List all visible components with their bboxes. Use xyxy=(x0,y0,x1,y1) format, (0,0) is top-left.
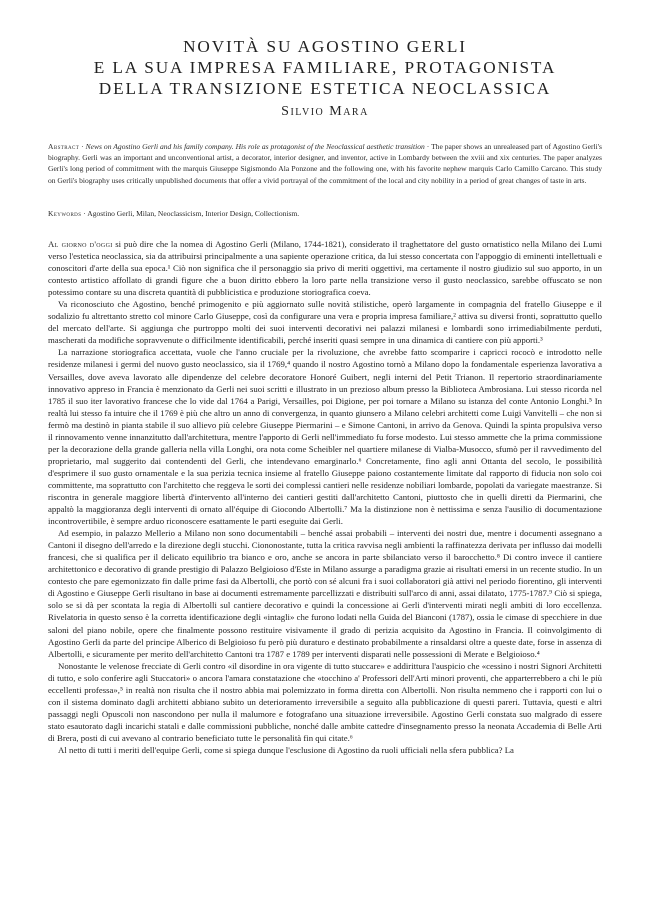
keywords-text: Agostino Gerli, Milan, Neoclassicism, Interior Design, Collectionism. xyxy=(87,209,300,218)
body-paragraph-3: La narrazione storiografica accettata, vuole che l'anno cruciale per la rivoluzione, che avrebbe fatto scomparire i capricci rococò e introdotto nelle residenze milanesi i germi del nuovo gusto neoclassico, sia il 1769,⁴ quando il nostro Agostino tornò a Milano dopo la fondamentale esperienza lavorativa a Versailles, dove aveva lavorato alle dipendenze del celebre decoratore Honoré Guibert, negli interni del Petit Trianon. Il repertorio straordinariamente innovativo appreso in Francia è menzionato da Gerli nei suoi scritti e illustrato in un prezioso album presso la Biblioteca Ambrosiana. Lui stesso ricorda nel 1785 il suo iter lavorativo francese che lo vide dal 1764 a Parigi, Versailles, poi Digione, per poi tornare a Milano su istanza del conte Antonio Longhi.⁵ In realtà lui stesso fa intuire che il 1769 è più che altro un anno di convergenza, in quanto giunsero a Milano celebri architetti come Luigi Vanvitelli – che non si fermò ma destinò in pianta stabile il suo allievo più celebre Giuseppe Piermarini – e Simone Cantoni, in arrivo da Genova. Quindi la spinta propulsiva verso il rinnovamento venne innanzitutto dall'architettura, mentre l'apporto di Gerli nell'immediato fu forse modesto. Lui stesso ammette che la prima commissione per la decorazione della grande galleria nella villa Longhi, ora nota come Scheibler nel quartiere milanese di Vialba-Musocco, sfumò per il ravvedimento del proprietario, mal suggerito dai contendenti del Gerli, che intendevano emarginarlo.⁶ Concretamente, fino agli anni Ottanta del secolo, le possibilità d'esprimere il suo gusto ornamentale e la sua perizia tecnica insieme al fratello Giuseppe paiono costantemente limitate dal rapporto di fiducia non solo coi committente, ma soprattutto con l'architetto che reggeva le sorti dei complessi cantieri nelle residenze nobiliari lombarde, popolati da variegate maestranze. Si riscontra in generale maggiore libertà d'intervento all'interno dei cantieri gestiti dall'architetto Cantoni, piuttosto che in quelli diretti da Piermarini, che appaltò la maggioranza degli interventi di ornato all'équipe di Giocondo Albertolli.⁷ Ma la distinzione non è nettissima e senza l'ausilio di documentazione incontrovertibile, è sempre arduo riconoscere esattamente le parti eseguite dai Gerli. xyxy=(48,347,602,527)
abstract-text: The paper shows an unrealeased part of Agostino Gerli's biography. Gerli was an important and unconventional artist, a decorator, interior designer, and inventor, active in Lombardy between the xviii and xix centuries. The paper analyzes Gerli's long period of commitment with the marquis Giuseppe Sigismondo Ala Ponzone and the following one, with his favorite nephew marquis Carlo Camillo Carcano. This study on Gerli's biography uses critically unpublished documents that offer a vivid portrayal of the commitment of the local and city nobility in a period of great changes of taste in arts. xyxy=(48,142,602,185)
author-name: Silvio Mara xyxy=(281,104,369,119)
abstract-english-title: News on Agostino Gerli and his family company. His role as protagonist of the Neoclassical aesthetic transition xyxy=(85,142,425,151)
body-paragraph-2: Va riconosciuto che Agostino, benché primogenito e più aggiornato sulle novità stilistiche, operò largamente in compagnia del fratello Giuseppe e il sodalizio fu altrettanto stretto col minore Carlo Giuseppe, così da configurare una vera e propria impresa familiare,² attiva su diversi fronti, soprattutto quello del mercato dell'arte. Si aggiunga che purtroppo molti dei suoi interventi decorativi nei palazzi milanesi e lombardi sono irrimediabilmente perduti, mascherati da modifiche sopravvenute o difficilmente identificabili, perché inseriti quasi sempre in una dinamica di cantiere con più apporti.³ xyxy=(48,299,602,346)
opening-words: Al giorno d'oggi xyxy=(48,239,113,249)
title-line-2: E LA SUA IMPRESA FAMILIARE, PROTAGONISTA xyxy=(93,58,557,77)
article-title xyxy=(0,36,650,99)
title-line-3: DELLA TRANSIZIONE ESTETICA NEOCLASSICA xyxy=(98,79,552,98)
keywords: Keywords · Agostino Gerli, Milan, Neoclassicism, Interior Design, Collectionism. xyxy=(48,209,300,218)
abstract: Abstract · News on Agostino Gerli and his family company. His role as protagonist of the Neoclassical aesthetic transition · The paper shows an unrealeased part of Agostino Gerli's biography. Gerli was an important and unconventional artist, a decorator, interior designer, and inventor, active in Lombardy between the xviii and xix centuries. The paper analyzes Gerli's long period of commitment with the marquis Giuseppe Sigismondo Ala Ponzone and the following one, with his favorite nephew marquis Carlo Camillo Carcano. This study on Gerli's biography uses critically unpublished documents that offer a vivid portrayal of the commitment of the local and city nobility in a period of great changes of taste in arts. xyxy=(48,142,602,185)
title-line-1: NOVITÀ SU AGOSTINO GERLI xyxy=(183,37,467,56)
body-paragraph-1 xyxy=(48,238,602,298)
body-paragraph-4: Ad esempio, in palazzo Mellerio a Milano non sono documentabili – benché assai probabili – interventi dei nostri due, mentre i documenti assegnano a Cantoni il disegno dell'arredo e la direzione degli stucchi. Ciononostante, tutta la critica ravvisa negli ambienti la raffinatezza derivata per influsso dai modelli francesi, che si qualifica per il delicato equilibrio tra bianco e oro, anche se ancora in parte sbilanciato verso il barocchetto.⁸ Di contro invece il cantiere architettonico e decorativo di grande prestigio di Palazzo Belgioioso d'Este in Milano assurge a paradigma grazie ai risultati emersi in un recente studio. In un contesto che pare egemonizzato fin dalle prime fasi da Albertolli, che portò con sé alcuni fra i suoi collaboratori già attivi nel periodo fiorentino, gli interventi di Agostino e Giuseppe Gerli risultano in base ai documenti estremamente parcellizzati e distribuiti sull'arco di anni, assai dilatato, 1775-1787.⁹ Ciò si spiega, solo se si dà per scontata la regia di Albertolli sul cantiere decorativo e quindi la concessione ai Gerli d'interventi mirati negli ambiti di loro eccellenza. Rivelatoria in questo senso è la corretta identificazione degli «intagli» che furono lodati nella Guida del Bianconi (1787), ossia le cimase di specchiere in due saloni del piano nobile, opere che finalmente possono restituire visivamente il grado di perizia acquisito da Agostino in Francia. Il coinvolgimento di Agostino Gerli da parte del principe Alberico di Belgioioso fu però più duraturo e destinato probabilmente a rinsaldarsi oltre a queste date, forse in assenza di Albertolli, e sicuramente per merito dell'architetto Cantoni tra 1787 e 1789 per interventi disparati nelle possessioni di Merate e Belgioioso.⁴ xyxy=(48,528,602,659)
abstract-label: Abstract xyxy=(48,142,80,151)
article-body xyxy=(48,238,602,756)
keywords-label: Keywords xyxy=(48,209,82,218)
body-paragraph-6: Al netto di tutti i meriti dell'equipe Gerli, come si spiega dunque l'esclusione di Agostino da ruoli ufficiali nella sfera pubblica? La xyxy=(58,744,514,755)
paragraph-text: si può dire che la nomea di Agostino Gerli (Milano, 1744-1821), considerato il traghettatore del gusto ornatistico nella Milano dei Lumi verso l'estetica neoclassica, sia da attribuirsi principalmente a una sapiente operazione critica, da lui stesso concertata con l'appoggio di eminenti intellettuali e conoscitori d'arte della sua epoca.¹ Ciò non significa che il personaggio sia privo di meriti oggettivi, ma certamente il nostro giudizio sul suo apporto, in un contesto artistico affollato di grandi figure che a buon diritto ebbero la loro parte nella transizione verso il gusto neoclassico, sarebbe offuscato se non potessimo contare su una discreta quantità di pubblicistica e produzione storiografica coeva. xyxy=(48,239,603,298)
body-paragraph-5: Nonostante le velenose frecciate di Gerli contro «il disordine in ora vigente di tutto stuccare» e addirittura l'auspicio che «cessino i nostri Signori Architetti di tutto, e solo conferire agli Stuccatori» o ancora l'amara constatazione che «tocchino a' Professori dell'Arti minori proventi, che apparterrebbero a chi le più eccellenti professa»,⁵ in realtà non risulta che il nostro abbia mai polemizzato in forma diretta con Albertolli. Non risulta nemmeno che i rapporti con lui o con il sistema dominato dagli architetti abbiano subito un deterioramento irreversibile a seguito alla pubblicazione di questi pareri. Tuttavia, questi e altri passaggi negli Opuscoli non nascondono per nulla il malumore e fotografano una situazione irreversibile. Agostino Gerli constata suo malgrado di essere stato esautorato dagli incarichi statali e dalle commissioni pubbliche, nonché dalle ambite cattedre d'insegnamento presso la neonata Accademia di Belle Arti di Brera, posti di cui avevano al contrario beneficiato tutte le personalità fin qui citate.⁶ xyxy=(48,660,602,743)
